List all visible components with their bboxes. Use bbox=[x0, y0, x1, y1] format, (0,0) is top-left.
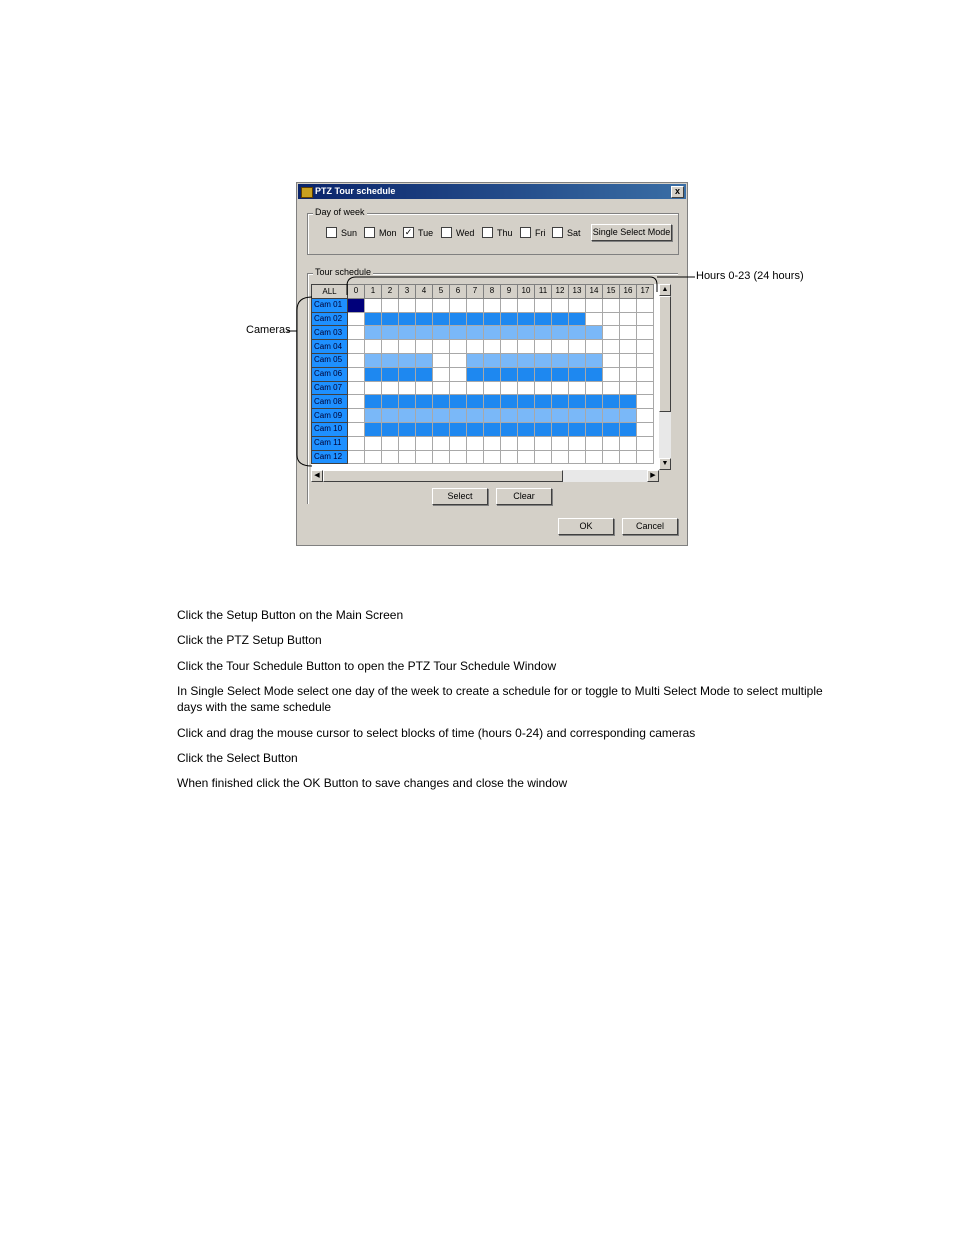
camera-header[interactable]: Cam 09 bbox=[312, 409, 348, 423]
hour-header-9[interactable]: 9 bbox=[501, 285, 518, 299]
day-label: Sun bbox=[341, 228, 358, 238]
hour-header-5[interactable]: 5 bbox=[433, 285, 450, 299]
day-label: Thu bbox=[497, 228, 513, 238]
camera-header[interactable]: Cam 08 bbox=[312, 395, 348, 409]
hour-header-10[interactable]: 10 bbox=[518, 285, 535, 299]
tour-schedule-label: Tour schedule bbox=[315, 267, 372, 277]
camera-header[interactable]: Cam 06 bbox=[312, 367, 348, 381]
hours-bracket bbox=[347, 277, 657, 295]
checkmark-icon[interactable]: ✓ bbox=[404, 227, 413, 238]
step-5: Click and drag the mouse cursor to select blocks of time (hours 0-24) and corresponding cameras bbox=[177, 726, 696, 740]
step-3: Click the Tour Schedule Button to open the PTZ Tour Schedule Window bbox=[177, 659, 557, 673]
day-of-week-label: Day of week bbox=[315, 207, 365, 217]
camera-header[interactable]: Cam 02 bbox=[312, 312, 348, 326]
scroll-down-arrow-icon[interactable]: ▼ bbox=[659, 458, 671, 470]
camera-header[interactable]: Cam 10 bbox=[312, 422, 348, 436]
clear-button[interactable]: Clear bbox=[496, 488, 552, 505]
dialog-title: PTZ Tour schedule bbox=[315, 186, 396, 196]
step-1: Click the Setup Button on the Main Screen bbox=[177, 608, 404, 622]
hour-header-3[interactable]: 3 bbox=[399, 285, 416, 299]
hour-header-1[interactable]: 1 bbox=[365, 285, 382, 299]
close-button[interactable]: x bbox=[671, 186, 684, 198]
hour-header-7[interactable]: 7 bbox=[467, 285, 484, 299]
select-button[interactable]: Select bbox=[432, 488, 488, 505]
day-label: Tue bbox=[418, 228, 434, 238]
step-7: When finished click the OK Button to save changes and close the window bbox=[177, 776, 568, 790]
camera-header[interactable]: Cam 01 bbox=[312, 298, 348, 312]
hour-header-15[interactable]: 15 bbox=[603, 285, 620, 299]
hour-header-16[interactable]: 16 bbox=[620, 285, 637, 299]
day-label: Fri bbox=[535, 228, 546, 238]
hour-header-11[interactable]: 11 bbox=[535, 285, 552, 299]
camera-header[interactable]: Cam 04 bbox=[312, 340, 348, 354]
cameras-callout: Cameras bbox=[246, 324, 291, 336]
hour-header-2[interactable]: 2 bbox=[382, 285, 399, 299]
step-4: In Single Select Mode select one day of the week to create a schedule for or toggle to Multi Select Mode to select multiple days with the same schedule bbox=[177, 684, 823, 714]
hour-header-8[interactable]: 8 bbox=[484, 285, 501, 299]
camera-header[interactable]: Cam 07 bbox=[312, 381, 348, 395]
cancel-button[interactable]: Cancel bbox=[622, 518, 678, 535]
hours-callout: Hours 0-23 (24 hours) bbox=[696, 270, 804, 282]
camera-header[interactable]: Cam 05 bbox=[312, 353, 348, 367]
step-6: Click the Select Button bbox=[177, 751, 298, 765]
step-2: Click the PTZ Setup Button bbox=[177, 633, 322, 647]
day-label: Mon bbox=[379, 228, 397, 238]
camera-header[interactable]: Cam 03 bbox=[312, 326, 348, 340]
hour-header-0[interactable]: 0 bbox=[348, 285, 365, 299]
hour-header-6[interactable]: 6 bbox=[450, 285, 467, 299]
hour-header-14[interactable]: 14 bbox=[586, 285, 603, 299]
day-label: Sat bbox=[567, 228, 581, 238]
scroll-up-arrow-icon[interactable]: ▲ bbox=[659, 284, 671, 296]
hour-header-4[interactable]: 4 bbox=[416, 285, 433, 299]
select-all-header[interactable]: ALL bbox=[312, 285, 348, 299]
day-label: Wed bbox=[456, 228, 475, 238]
camera-header[interactable]: Cam 12 bbox=[312, 450, 348, 464]
single-select-mode-button[interactable]: Single Select Mode bbox=[591, 224, 672, 241]
hour-header-13[interactable]: 13 bbox=[569, 285, 586, 299]
hour-header-17[interactable]: 17 bbox=[637, 285, 654, 299]
ok-button[interactable]: OK bbox=[558, 518, 614, 535]
scroll-right-arrow-icon[interactable]: ▶ bbox=[647, 470, 659, 482]
hour-header-12[interactable]: 12 bbox=[552, 285, 569, 299]
camera-header[interactable]: Cam 11 bbox=[312, 436, 348, 450]
cameras-bracket bbox=[297, 297, 312, 466]
scroll-left-arrow-icon[interactable]: ◀ bbox=[311, 470, 323, 482]
